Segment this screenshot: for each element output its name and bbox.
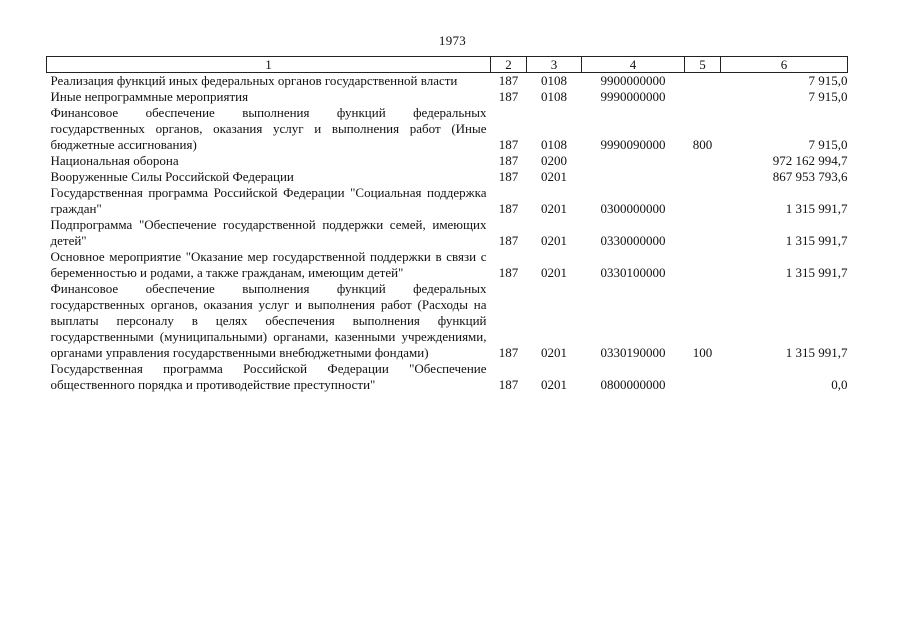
row-amount: 1 315 991,7 [785,345,848,360]
row-ministry-code: 187 [498,169,519,184]
row-target-code: 0800000000 [600,377,666,392]
row-target-code: 9990000000 [600,89,666,104]
row-expense-type: 100 [692,345,713,360]
row-expense-type [685,361,721,393]
column-header-6: 6 [721,57,848,73]
row-amount: 1 315 991,7 [785,233,848,248]
row-name: Государственная программа Российской Федерации "Социальная поддержка граждан" [50,185,487,216]
row-amount: 7 915,0 [808,89,848,104]
table-row [47,169,848,185]
row-section-code: 0201 [541,265,567,280]
row-target-code: 0330190000 [600,345,666,360]
table-body [47,73,848,394]
row-ministry-code: 187 [498,201,519,216]
table-row [47,217,848,249]
row-expense-type: 800 [692,137,713,152]
row-section-code: 0201 [541,345,567,360]
row-section-code: 0200 [541,153,567,168]
table-row [47,249,848,281]
row-expense-type [685,169,721,185]
row-section-code: 0201 [541,169,567,184]
row-amount: 1 315 991,7 [785,265,848,280]
column-header-2: 2 [491,57,527,73]
row-ministry-code: 187 [498,345,519,360]
row-target-code: 9990090000 [600,137,666,152]
row-amount: 1 315 991,7 [785,201,848,216]
row-amount: 972 162 994,7 [772,153,848,168]
row-section-code: 0108 [541,89,567,104]
row-target-code: 0300000000 [600,201,666,216]
page-number: 1973 [438,33,467,48]
row-section-code: 0201 [541,233,567,248]
row-amount: 867 953 793,6 [772,169,848,184]
row-section-code: 0201 [541,377,567,392]
row-expense-type [685,249,721,281]
row-section-code: 0108 [541,137,567,152]
table-row [47,89,848,105]
header-row [47,57,848,73]
table-row [47,281,848,361]
row-name: Государственная программа Российской Федерации "Обеспечение общественного порядка и противодействие преступности" [50,361,487,392]
column-header-1: 1 [47,57,491,73]
row-section-code: 0108 [541,73,567,88]
row-name: Финансовое обеспечение выполнения функций федеральных государственных органов, оказания услуг и выполнения работ (Расходы на выплаты персоналу в целях обеспечения выполнения функций государственными (муниципальными) органами, казенными учреждениями, органами управления государственными внебюджетными фондами) [50,281,487,360]
table-row [47,185,848,217]
row-target-code: 0330100000 [600,265,666,280]
table-row [47,105,848,153]
column-header-4: 4 [582,57,685,73]
table-row [47,153,848,169]
row-expense-type [685,73,721,90]
row-amount: 0,0 [831,377,848,392]
table-row [47,361,848,393]
row-target-code [582,153,685,169]
row-target-code: 0330000000 [600,233,666,248]
row-ministry-code: 187 [498,89,519,104]
row-name: Национальная оборона [50,153,179,168]
row-ministry-code: 187 [498,377,519,392]
row-expense-type [685,217,721,249]
table-header [47,57,848,73]
row-name: Основное мероприятие "Оказание мер государственной поддержки в связи с беременностью и родами, а также гражданам, имеющим детей" [50,249,487,280]
row-amount: 7 915,0 [808,73,848,88]
row-target-code: 9900000000 [600,73,666,88]
row-ministry-code: 187 [498,265,519,280]
row-section-code: 0201 [541,201,567,216]
row-name: Подпрограмма "Обеспечение государственной поддержки семей, имеющих детей" [50,217,487,248]
row-ministry-code: 187 [498,153,519,168]
row-expense-type [685,185,721,217]
budget-table [46,56,848,393]
row-expense-type [685,153,721,169]
column-header-3: 3 [527,57,582,73]
row-amount: 7 915,0 [808,137,848,152]
row-name: Иные непрограммные мероприятия [50,89,249,104]
table-row [47,73,848,90]
row-ministry-code: 187 [498,73,519,88]
column-header-5: 5 [685,57,721,73]
row-ministry-code: 187 [498,233,519,248]
row-name: Реализация функций иных федеральных органов государственной власти [50,73,458,88]
row-name: Вооруженные Силы Российской Федерации [50,169,294,184]
row-target-code [582,169,685,185]
row-expense-type [685,89,721,105]
row-name: Финансовое обеспечение выполнения функций федеральных государственных органов, оказания услуг и выполнения работ (Иные бюджетные ассигнования) [50,105,487,152]
row-ministry-code: 187 [498,137,519,152]
